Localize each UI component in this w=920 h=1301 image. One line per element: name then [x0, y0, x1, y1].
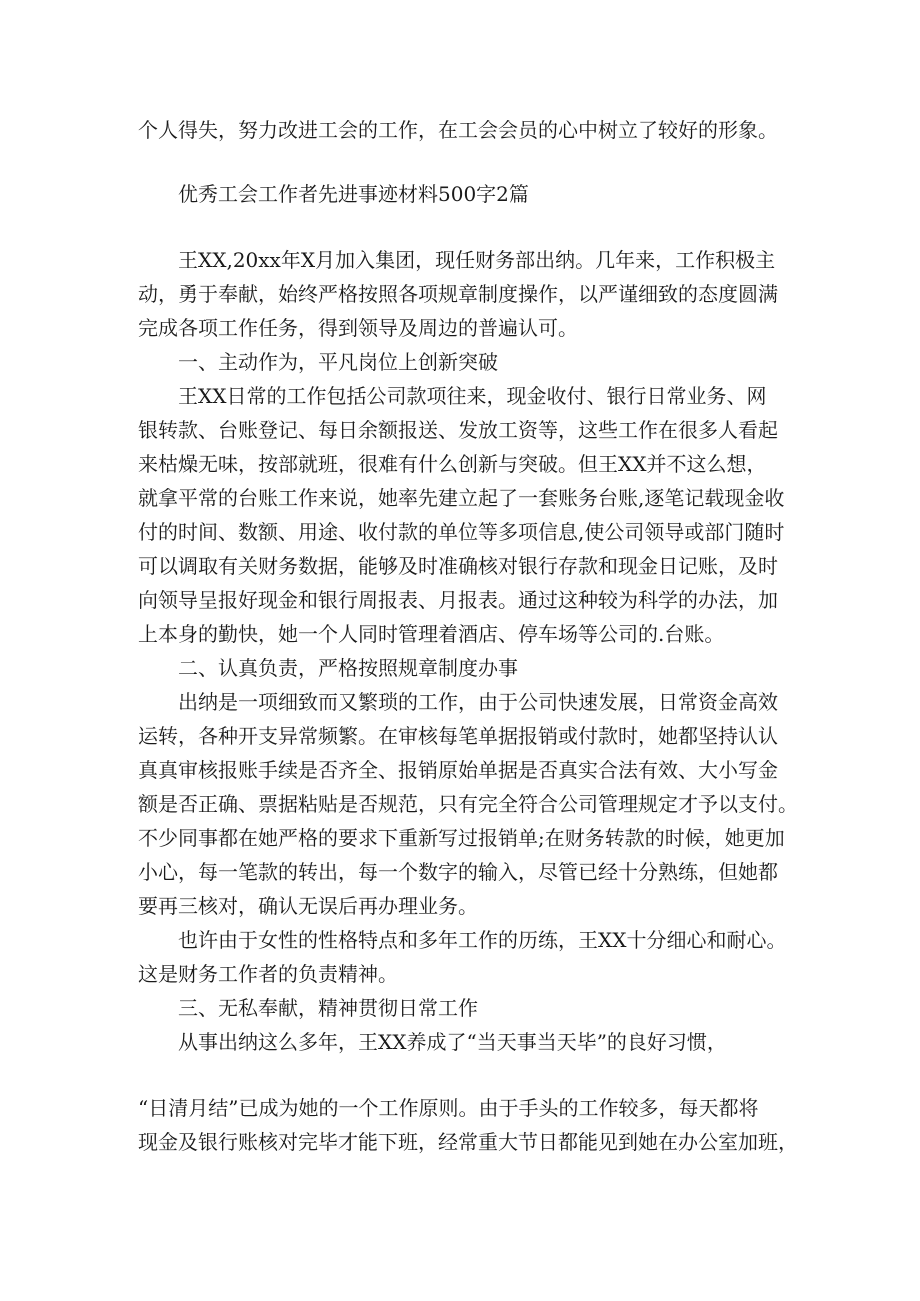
- subheading: 二、认真负责，严格按照规章制度办事: [178, 656, 518, 680]
- paragraph-line: 银转款、台账登记、每日余额报送、发放工资等，这些工作在很多人看起: [138, 418, 778, 442]
- section-title: 优秀工会工作者先进事迹材料500字2篇: [178, 182, 529, 206]
- paragraph-line: 小心，每一笔款的转出，每一个数字的输入，尽管已经十分熟练，但她都: [138, 860, 778, 884]
- paragraph-line: 这是财务工作者的负责精神。: [138, 962, 398, 986]
- paragraph-line: 真真审核报账手续是否齐全、报销原始单据是否真实合法有效、大小写金: [138, 758, 778, 782]
- paragraph-line: 上本身的勤快，她一个人同时管理着酒店、停车场等公司的.台账。: [138, 622, 725, 646]
- paragraph-line: 就拿平常的台账工作来说，她率先建立起了一套账务台账,逐笔记载现金收: [138, 486, 785, 510]
- paragraph-line: 个人得失，努力改进工会的工作，在工会会员的心中树立了较好的形象。: [138, 118, 778, 142]
- paragraph-line: 要再三核对，确认无误后再办理业务。: [138, 894, 478, 918]
- subheading: 三、无私奉献，精神贯彻日常工作: [178, 996, 478, 1020]
- paragraph-line: 完成各项工作任务，得到领导及周边的普遍认可。: [138, 316, 578, 340]
- paragraph-line: 现金及银行账核对完毕才能下班，经常重大节日都能见到她在办公室加班，: [138, 1130, 798, 1154]
- paragraph-line: 从事出纳这么多年，王XX养成了“当天事当天毕”的良好习惯，: [178, 1030, 727, 1054]
- paragraph-line: 王XX,20xx年X月加入集团，现任财务部出纳。几年来，工作积极主: [178, 248, 776, 272]
- subheading: 一、主动作为，平凡岗位上创新突破: [178, 350, 498, 374]
- paragraph-line: 额是否正确、票据粘贴是否规范，只有完全符合公司管理规定才予以支付。: [138, 792, 798, 816]
- paragraph-line: 运转，各种开支异常频繁。在审核每笔单据报销或付款时，她都坚持认认: [138, 724, 778, 748]
- paragraph-line: 付的时间、数额、用途、收付款的单位等多项信息,使公司领导或部门随时: [138, 520, 785, 544]
- paragraph-line: 也许由于女性的性格特点和多年工作的历练，王XX十分细心和耐心。: [178, 928, 787, 952]
- paragraph-line: 可以调取有关财务数据，能够及时准确核对银行存款和现金日记账，及时: [138, 554, 778, 578]
- paragraph-line: 王XX日常的工作包括公司款项往来，现金收付、银行日常业务、网: [178, 384, 767, 408]
- paragraph-line: 出纳是一项细致而又繁琐的工作，由于公司快速发展，日常资金高效: [178, 690, 778, 714]
- paragraph-line: “日清月结”已成为她的一个工作原则。由于手头的工作较多，每天都将: [138, 1096, 759, 1120]
- paragraph-line: 来枯燥无味，按部就班，很难有什么创新与突破。但王XX并不这么想，: [138, 452, 767, 476]
- paragraph-line: 不少同事都在她严格的要求下重新写过报销单;在财务转款的时候，她更加: [138, 826, 785, 850]
- paragraph-line: 动，勇于奉献，始终严格按照各项规章制度操作，以严谨细致的态度圆满: [138, 282, 778, 306]
- paragraph-line: 向领导呈报好现金和银行周报表、月报表。通过这种较为科学的办法，加: [138, 588, 778, 612]
